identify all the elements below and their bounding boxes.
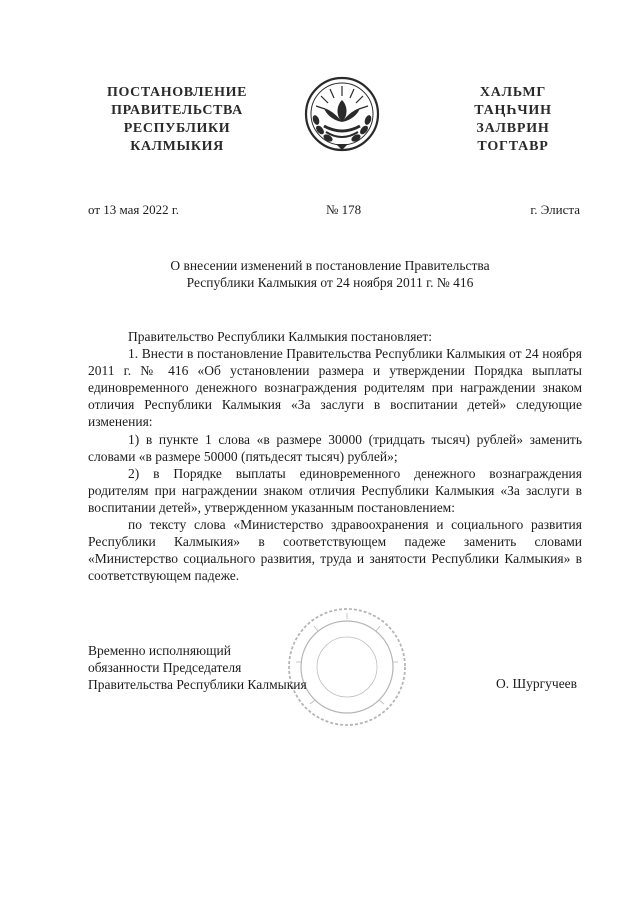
signatory-line: Временно исполняющий xyxy=(88,643,231,658)
document-title-line: Республики Калмыкия от 24 ноября 2011 г. № 416 xyxy=(186,275,474,290)
document-body xyxy=(88,328,582,584)
header-right-line: ЗАЛВРИН xyxy=(476,121,550,136)
document-number: № 178 xyxy=(326,202,362,217)
signatory-line: Правительства Республики Калмыкия xyxy=(88,677,307,692)
document-date: от 13 мая 2022 г. xyxy=(88,202,180,217)
signatory-name: О. Шургучеев xyxy=(496,676,578,691)
signatory-title xyxy=(88,642,348,693)
body-paragraph: 2) в Порядке выплаты единовременного денежного вознаграждения родителям при награждении знаком отличия Республики Калмыкия «За заслуги в воспитании детей», утвержденном указанным постановлением: xyxy=(88,465,582,515)
body-paragraph: 1) в пункте 1 слова «в размере 30000 (тридцать тысяч) рублей» заменить словами «в размере 50000 (пятьдесят тысяч) рублей»; xyxy=(88,431,582,464)
kalmykia-coat-of-arms-icon xyxy=(302,74,382,154)
body-paragraph: по тексту слова «Министерство здравоохранения и социального развития Республики Калмыкия» в соответствующем падеже заменить словами «Министерство социального развития, труда и занятости Республики Калмыкия» в соответствующем падеже. xyxy=(88,517,582,584)
body-paragraph: 1. Внести в постановление Правительства Республики Калмыкия от 24 ноября 2011 г. № 416 «Об установлении размера и утверждении Порядка выплаты единовременного денежного вознаграждения родителям при награждении знаком отличия Республики Калмыкия «За заслуги в воспитании детей» следующие изменения: xyxy=(88,346,582,430)
header-left-line: КАЛМЫКИЯ xyxy=(130,139,224,154)
header-left-line: ПРАВИТЕЛЬСТВА xyxy=(111,103,243,118)
document-title xyxy=(110,257,550,291)
header-right-line: ХАЛЬМГ xyxy=(479,85,547,100)
document-city: г. Элиста xyxy=(530,202,580,217)
document-meta-row xyxy=(88,202,580,220)
header-left-line: ПОСТАНОВЛЕНИЕ xyxy=(106,85,248,100)
header-right-line: ТАҢҺЧИН xyxy=(474,103,552,118)
header-right-line: ТОГТАВР xyxy=(477,139,549,154)
signatory-line: обязанности Председателя xyxy=(88,660,242,675)
header-title-russian xyxy=(92,84,262,156)
body-paragraph: Правительство Республики Калмыкия постановляет: xyxy=(128,329,433,344)
document-title-line: О внесении изменений в постановление Правительства xyxy=(170,258,490,273)
header-left-line: РЕСПУБЛИКИ xyxy=(123,121,231,136)
header-title-kalmyk xyxy=(448,84,578,156)
